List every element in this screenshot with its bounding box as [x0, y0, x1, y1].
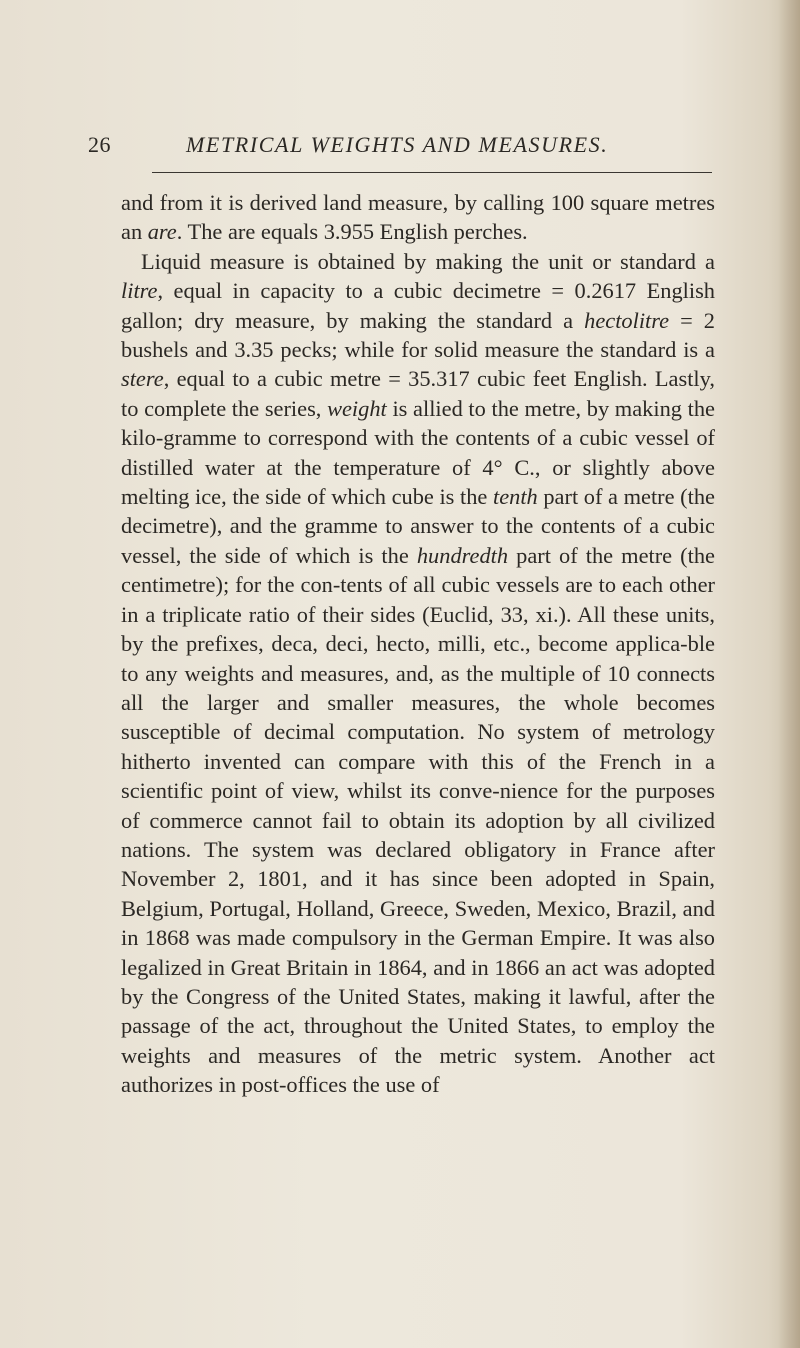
- text-span: = 2 bushels and 3.35 pecks; while for solid measure the standard is a: [121, 307, 715, 363]
- term-hectolitre: hectolitre: [584, 307, 670, 333]
- text-span: . The are equals 3.955 English perches.: [176, 219, 528, 245]
- running-head: [88, 132, 708, 164]
- text-span: , equal in capacity to a cubic decimetre = 0.2617 English gallon; dry measure, by making the standard a: [121, 278, 715, 333]
- text-span: is allied to the metre, by making the kilo-gramme to correspond with the contents of a cubic vessel of distilled water at the temperature of 4° C., or slightly above melting ice, the side of which cube is the: [121, 395, 715, 510]
- paragraph-1: [121, 188, 715, 247]
- running-title: METRICAL WEIGHTS AND MEASURES.: [186, 132, 609, 157]
- page-edge-shadow: [778, 0, 800, 1348]
- body-text: [121, 188, 715, 1100]
- paragraph-2: [121, 247, 715, 1100]
- text-span: part of a metre (the decimetre), and the gramme to answer to the contents of a cubic vessel, the side of which is the: [121, 484, 715, 568]
- term-tenth: tenth: [492, 484, 538, 510]
- term-stere: stere: [121, 366, 164, 392]
- text-span: Liquid measure is obtained by making the unit or standard a: [141, 248, 715, 274]
- page-number: 26: [88, 132, 111, 157]
- text-span: , equal to a cubic metre = 35.317 cubic feet English. Lastly, to complete the series,: [121, 366, 715, 421]
- text-span: part of the metre (the centimetre); for the con-tents of all cubic vessels are to each other in a triplicate ratio of their sides (Euclid, 33, xi.). All these units, by the prefixes, deca, deci, hecto, milli, etc., become applica-ble to any weights and measures, and, as the multiple of 10 connects all the larger and smaller measures, the whole becomes susceptible of decimal computation. No system of metrology hitherto invented can compare with this of the French in a scientific point of view, whilst its conve-nience for the purposes of commerce cannot fail to obtain its adoption by all civilized nations. The system was declared obligatory in France after November 2, 1801, and it has since been adopted in Spain, Belgium, Portugal, Holland, Greece, Sweden, Mexico, Brazil, and in 1868 was made compulsory in the German Empire. It was also legalized in Great Britain in 1864, and in 1866 an act was adopted by the Congress of the United States, making it lawful, after the passage of the act, throughout the United States, to employ the weights and measures of the metric system. Another act authorizes in post-offices the use of: [121, 542, 715, 1098]
- term-hundredth: hundredth: [416, 542, 509, 568]
- text-span: and from it is derived land measure, by calling 100 square metres an: [121, 190, 715, 245]
- header-rule: [152, 172, 712, 173]
- term-are: are: [147, 219, 177, 245]
- term-weight: weight: [327, 395, 387, 421]
- term-litre: litre: [121, 278, 158, 304]
